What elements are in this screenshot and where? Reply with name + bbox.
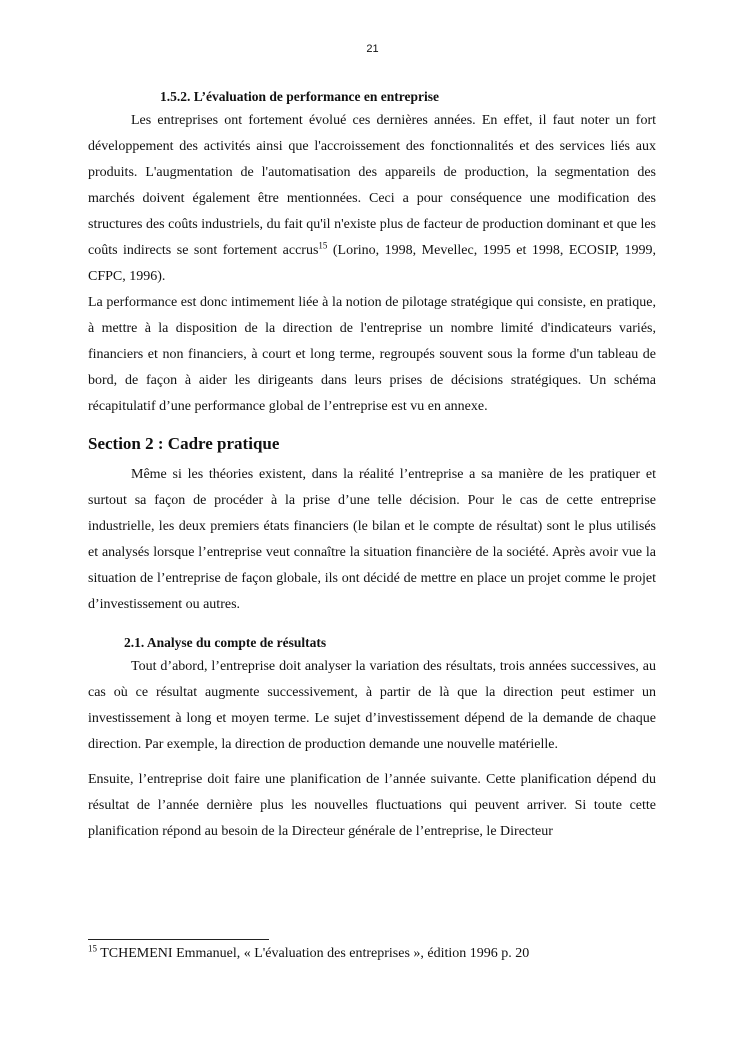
subsection-title-1-5-2: 1.5.2. L’évaluation de performance en entreprise: [160, 89, 439, 104]
paragraph-evolution: [88, 108, 656, 290]
page-content: [88, 86, 656, 845]
paragraph-analyse: Tout d’abord, l’entreprise doit analyser la variation des résultats, trois années successives, au cas où ce résultat augmente successivement, à partir de là que la direction peut estimer un investissement à long et moyen terme. Le sujet d’investissement dépend de la demande de chaque direction. Par exemple, la direction de production demande une nouvelle matérielle.: [88, 659, 656, 752]
paragraph-performance: La performance est donc intimement liée à la notion de pilotage stratégique qui consiste, en pratique, à mettre à la disposition de la direction de l'entreprise un nombre limité d'indicateurs variés, financiers et non financiers, à court et long terme, regroupés souvent sous la forme d'un tableau de bord, de façon à aider les dirigeants dans leurs prises de décisions stratégiques. Un schéma récapitulatif d’une performance global de l’entreprise est vu en annexe.: [88, 295, 656, 414]
subsection-title-2-1: 2.1. Analyse du compte de résultats: [124, 635, 327, 650]
footnote-marker: 15: [88, 943, 97, 954]
footnote-reference[interactable]: 15: [318, 240, 328, 251]
paragraph-evolution-citations: (Lorino, 1998, Mevellec, 1995 et 1998, ECOSIP, 1999, CFPC, 1996).: [88, 243, 656, 284]
paragraph-evolution-text: Les entreprises ont fortement évolué ces dernières années. En effet, il faut noter un fort développement des activités ainsi que l'accroissement des fonctionnalités et des services liés aux produits. L'augmentation de l'automatisation des appareils de production, la segmentation des marchés doivent également être mentionnées. Ceci a pour conséquence une modification des structures des coûts industriels, du fait qu'il n'existe plus de facteur de production dominant et que les coûts indirects se sont fortement accrus: [88, 113, 656, 258]
page-number: 21: [366, 43, 379, 55]
footnote-text: TCHEMENI Emmanuel, « L'évaluation des entreprises », édition 1996 p. 20: [97, 946, 530, 961]
paragraph-section2: Même si les théories existent, dans la réalité l’entreprise a sa manière de les pratiquer et surtout sa façon de procéder à la prise d’une telle décision. Pour le cas de cette entreprise industrielle, les deux premiers états financiers (le bilan et le compte de résultat) sont le plus utilisés et analysés lorsque l’entreprise veut connaître la situation financière de la société. Après avoir vue la situation de l’entreprise de façon globale, ils ont décidé de mettre en place un projet comme le projet d’investissement ou autres.: [88, 467, 656, 612]
footnote-separator: [88, 939, 269, 940]
section-title-cadre-pratique: Section 2 : Cadre pratique: [88, 434, 280, 453]
paragraph-planification: Ensuite, l’entreprise doit faire une planification de l’année suivante. Cette planification dépend du résultat de l’année dernière plus les nouvelles fluctuations qui peuvent arriver. Si toute cette planification répond au besoin de la Directeur générale de l’entreprise, le Directeur: [88, 772, 656, 839]
footnote: [88, 944, 688, 964]
